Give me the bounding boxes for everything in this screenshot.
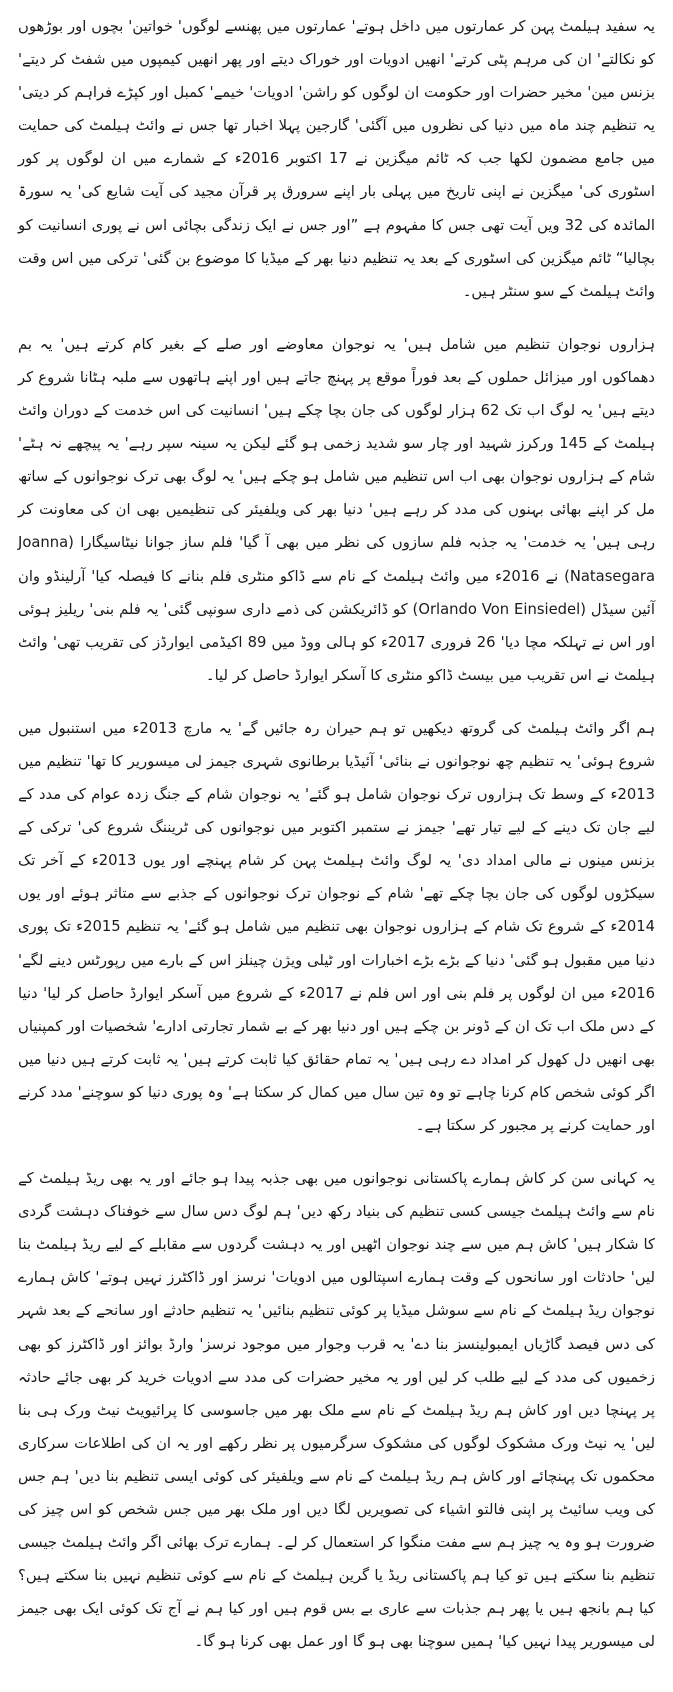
article-paragraph-3: ہم اگر وائٹ ہیلمٹ کی گروتھ دیکھیں تو ہم حیران رہ جائیں گے' یہ مارچ 2013ء میں استنبول میں شروع ہوئی' یہ تنظیم چھ نوجوانوں نے بنائی' آئیڈیا برطانوی شہری جیمز لی میسوریر کا تھا' تنظیم میں 2013ء کے وسط تک ہزاروں ترک نوجوان شامل ہو گئے' یہ نوجوان شام کے جنگ زدہ عوام کی مدد کے لیے جان تک دینے کے لیے تیار تھے' جیمز نے ستمبر اکتوبر میں نوجوانوں کی ٹریننگ شروع کی' ترکی کے بزنس مینوں نے مالی امداد دی' یہ لوگ وائٹ ہیلمٹ پہن کر شام پہنچے اور یوں 2013ء کے آخر تک سیکڑوں لوگوں کی جان بچا چکے تھے' شام کے نوجوان ترک نوجوانوں کے جذبے سے متاثر ہوئے اور یوں 2014ء کے شروع تک شام کے ہزاروں نوجوان بھی تنظیم میں شامل ہو گئے' یہ تنظیم 2015ء تک پوری دنیا میں مقبول ہو گئی' دنیا کے بڑے بڑے اخبارات اور ٹیلی ویژن چینلز اس کے بارے میں رپورٹس دینے لگے' 2016ء میں ان لوگوں پر فلم بنی اور اس فلم نے 2017ء کے شروع میں آسکر ایوارڈ حاصل کر لیا' دنیا کے دس ملک اب تک ان کے ڈونر بن چکے ہیں اور دنیا بھر کے بے شمار تجارتی ادارے' شخصیات اور کمپنیاں بھی انھیں دل کھول کر امداد دے رہی ہیں' یہ تمام حقائق کیا ثابت کرتے ہیں' یہ ثابت کرتے ہیں دنیا میں اگر کوئی شخص کام کرنا چاہے تو وہ تین سال میں کمال کر سکتا ہے' وہ پوری دنیا کو سوچنے' مدد کرنے اور حمایت کرنے پر مجبور کر سکتا ہے۔ bbox=[18, 719, 656, 1134]
article-paragraph-2: ہزاروں نوجوان تنظیم میں شامل ہیں' یہ نوجوان معاوضے اور صلے کے بغیر کام کرتے ہیں' یہ بم دھماکوں اور میزائل حملوں کے بعد فوراً موقع پر پہنچ جاتے ہیں اور اپنے ہاتھوں سے ملبہ ہٹانا شروع کر دیتے ہیں' یہ لوگ اب تک 62 ہزار لوگوں کی جان بچا چکے ہیں' انسانیت کی اس خدمت کے دوران وائٹ ہیلمٹ کے 145 ورکرز شہید اور چار سو شدید زخمی ہو گئے لیکن یہ سینہ سپر رہے' یہ پیچھے نہ ہٹے' شام کے ہزاروں نوجوان بھی اب اس تنظیم میں شامل ہو چکے ہیں' یہ لوگ بھی ترک نوجوانوں کے ساتھ مل کر اپنے بھائی بہنوں کی مدد کر رہے ہیں' دنیا بھر کی ویلفیئر کی تنظیمیں بھی ان کی معاونت کر رہی ہیں' یہ خدمت' یہ جذبہ فلم سازوں کی نظر میں بھی آ گیا' فلم ساز جوانا نیٹاسیگارا (Joanna Natasegara) نے 2016ء میں وائٹ ہیلمٹ کے نام سے ڈاکو منٹری فلم بنانے کا فیصلہ کیا' آرلینڈو وان آئین سیڈل (Orlando Von Einsiedel) کو ڈائریکشن کی ذمے داری سونپی گئی' یہ فلم بنی' ریلیز ہوئی اور اس نے تہلکہ مچا دیا' 26 فروری 2017ء کو ہالی ووڈ میں 89 اکیڈمی ایوارڈز کی تقریب تھی' وائٹ ہیلمٹ نے اس تقریب میں بیسٹ ڈاکو منٹری کا آسکر ایوارڈ حاصل کر لیا۔ bbox=[18, 335, 656, 684]
article-paragraph-1: یہ سفید ہیلمٹ پہن کر عمارتوں میں داخل ہوتے' عمارتوں میں پھنسے لوگوں' خواتین' بچوں اور بوڑھوں کو نکالتے' ان کی مرہم پٹی کرتے' انھیں ادویات اور خوراک دیتے اور پھر انھیں کیمپوں میں شفٹ کر دیتے' بزنس مین' مخیر حضرات اور حکومت ان لوگوں کو راشن' ادویات' خیمے' کمبل اور کپڑے فراہم کر دیتی' یہ تنظیم چند ماہ میں دنیا کی نظروں میں آگئی' گارجین پہلا اخبار تھا جس نے وائٹ ہیلمٹ کی حمایت میں جامع مضمون لکھا جب کہ ٹائم میگزین نے 17 اکتوبر 2016ء کے شمارے میں ان لوگوں پر کور اسٹوری کی' میگزین نے اپنی تاریخ میں پہلی بار اپنے سرورق پر قرآن مجید کی آیت شایع کی' یہ سورۃ المائدہ کی 32 ویں آیت تھی جس کا مفہوم ہے ”اور جس نے ایک زندگی بچائی اس نے پوری انسانیت کو بچالیا“ ٹائم میگزین کی اسٹوری کے بعد یہ تنظیم دنیا بھر کے میڈیا کا موضوع بن گئی' ترکی میں اس وقت وائٹ ہیلمٹ کے سو سنٹر ہیں۔ bbox=[18, 18, 656, 300]
article-paragraph-4: یہ کہانی سن کر کاش ہمارے پاکستانی نوجوانوں میں بھی جذبہ پیدا ہو جائے اور یہ بھی ریڈ ہیلمٹ کے نام سے وائٹ ہیلمٹ جیسی کسی تنظیم کی بنیاد رکھ دیں' ہم لوگ دس سال سے خوفناک دہشت گردی کا شکار ہیں' کاش ہم میں سے چند نوجوان اٹھیں اور یہ دہشت گردوں سے مقابلے کے لیے ریڈ ہیلمٹ بنا لیں' حادثات اور سانحوں کے وقت ہمارے اسپتالوں میں ادویات' نرسز اور ڈاکٹرز نہیں ہوتے' کاش ہمارے نوجوان ریڈ ہیلمٹ کے نام سے سوشل میڈیا پر کوئی تنظیم بنائیں' یہ تنظیم حادثے اور سانحے کے بعد شہر کی دس فیصد گاڑیاں ایمبولینسز بنا دے' یہ قرب وجوار میں موجود نرسز' وارڈ بوائز اور ڈاکٹرز کو بھی زخمیوں کی مدد کے لیے طلب کر لیں اور یہ مخیر حضرات کی مدد سے ادویات خرید کر بھی جائے حادثہ پر پہنچا دیں اور کاش ہم ریڈ ہیلمٹ کے نام سے ملک بھر میں جاسوسی کا پرائیویٹ نیٹ ورک ہی بنا لیں' یہ نیٹ ورک مشکوک لوگوں کی مشکوک سرگرمیوں پر نظر رکھے اور یہ ان کی اطلاعات سرکاری محکموں تک پہنچائے اور کاش ہم ریڈ ہیلمٹ کے نام سے ویلفیئر کی کوئی ایسی تنظیم بنا دیں' ہم جس کی ویب سائیٹ پر اپنی فالتو اشیاء کی تصویریں لگا دیں اور ملک بھر میں جس شخص کو اس چیز کی ضرورت ہو وہ یہ چیز ہم سے مفت منگوا کر استعمال کر لے۔ ہمارے ترک بھائی اگر وائٹ ہیلمٹ جیسی تنظیم بنا سکتے ہیں تو کیا ہم پاکستانی ریڈ یا گرین ہیلمٹ کے نام سے کوئی تنظیم نہیں بنا سکتے ہیں؟ کیا ہم بانجھ ہیں یا پھر ہم جذبات سے عاری بے بس قوم ہیں اور کیا ہم نے آج تک کوئی ایک بھی جیمز لی میسوریر پیدا نہیں کیا' ہمیں سوچنا بھی ہو گا اور عمل بھی کرنا ہو گا۔ bbox=[18, 1170, 655, 1651]
